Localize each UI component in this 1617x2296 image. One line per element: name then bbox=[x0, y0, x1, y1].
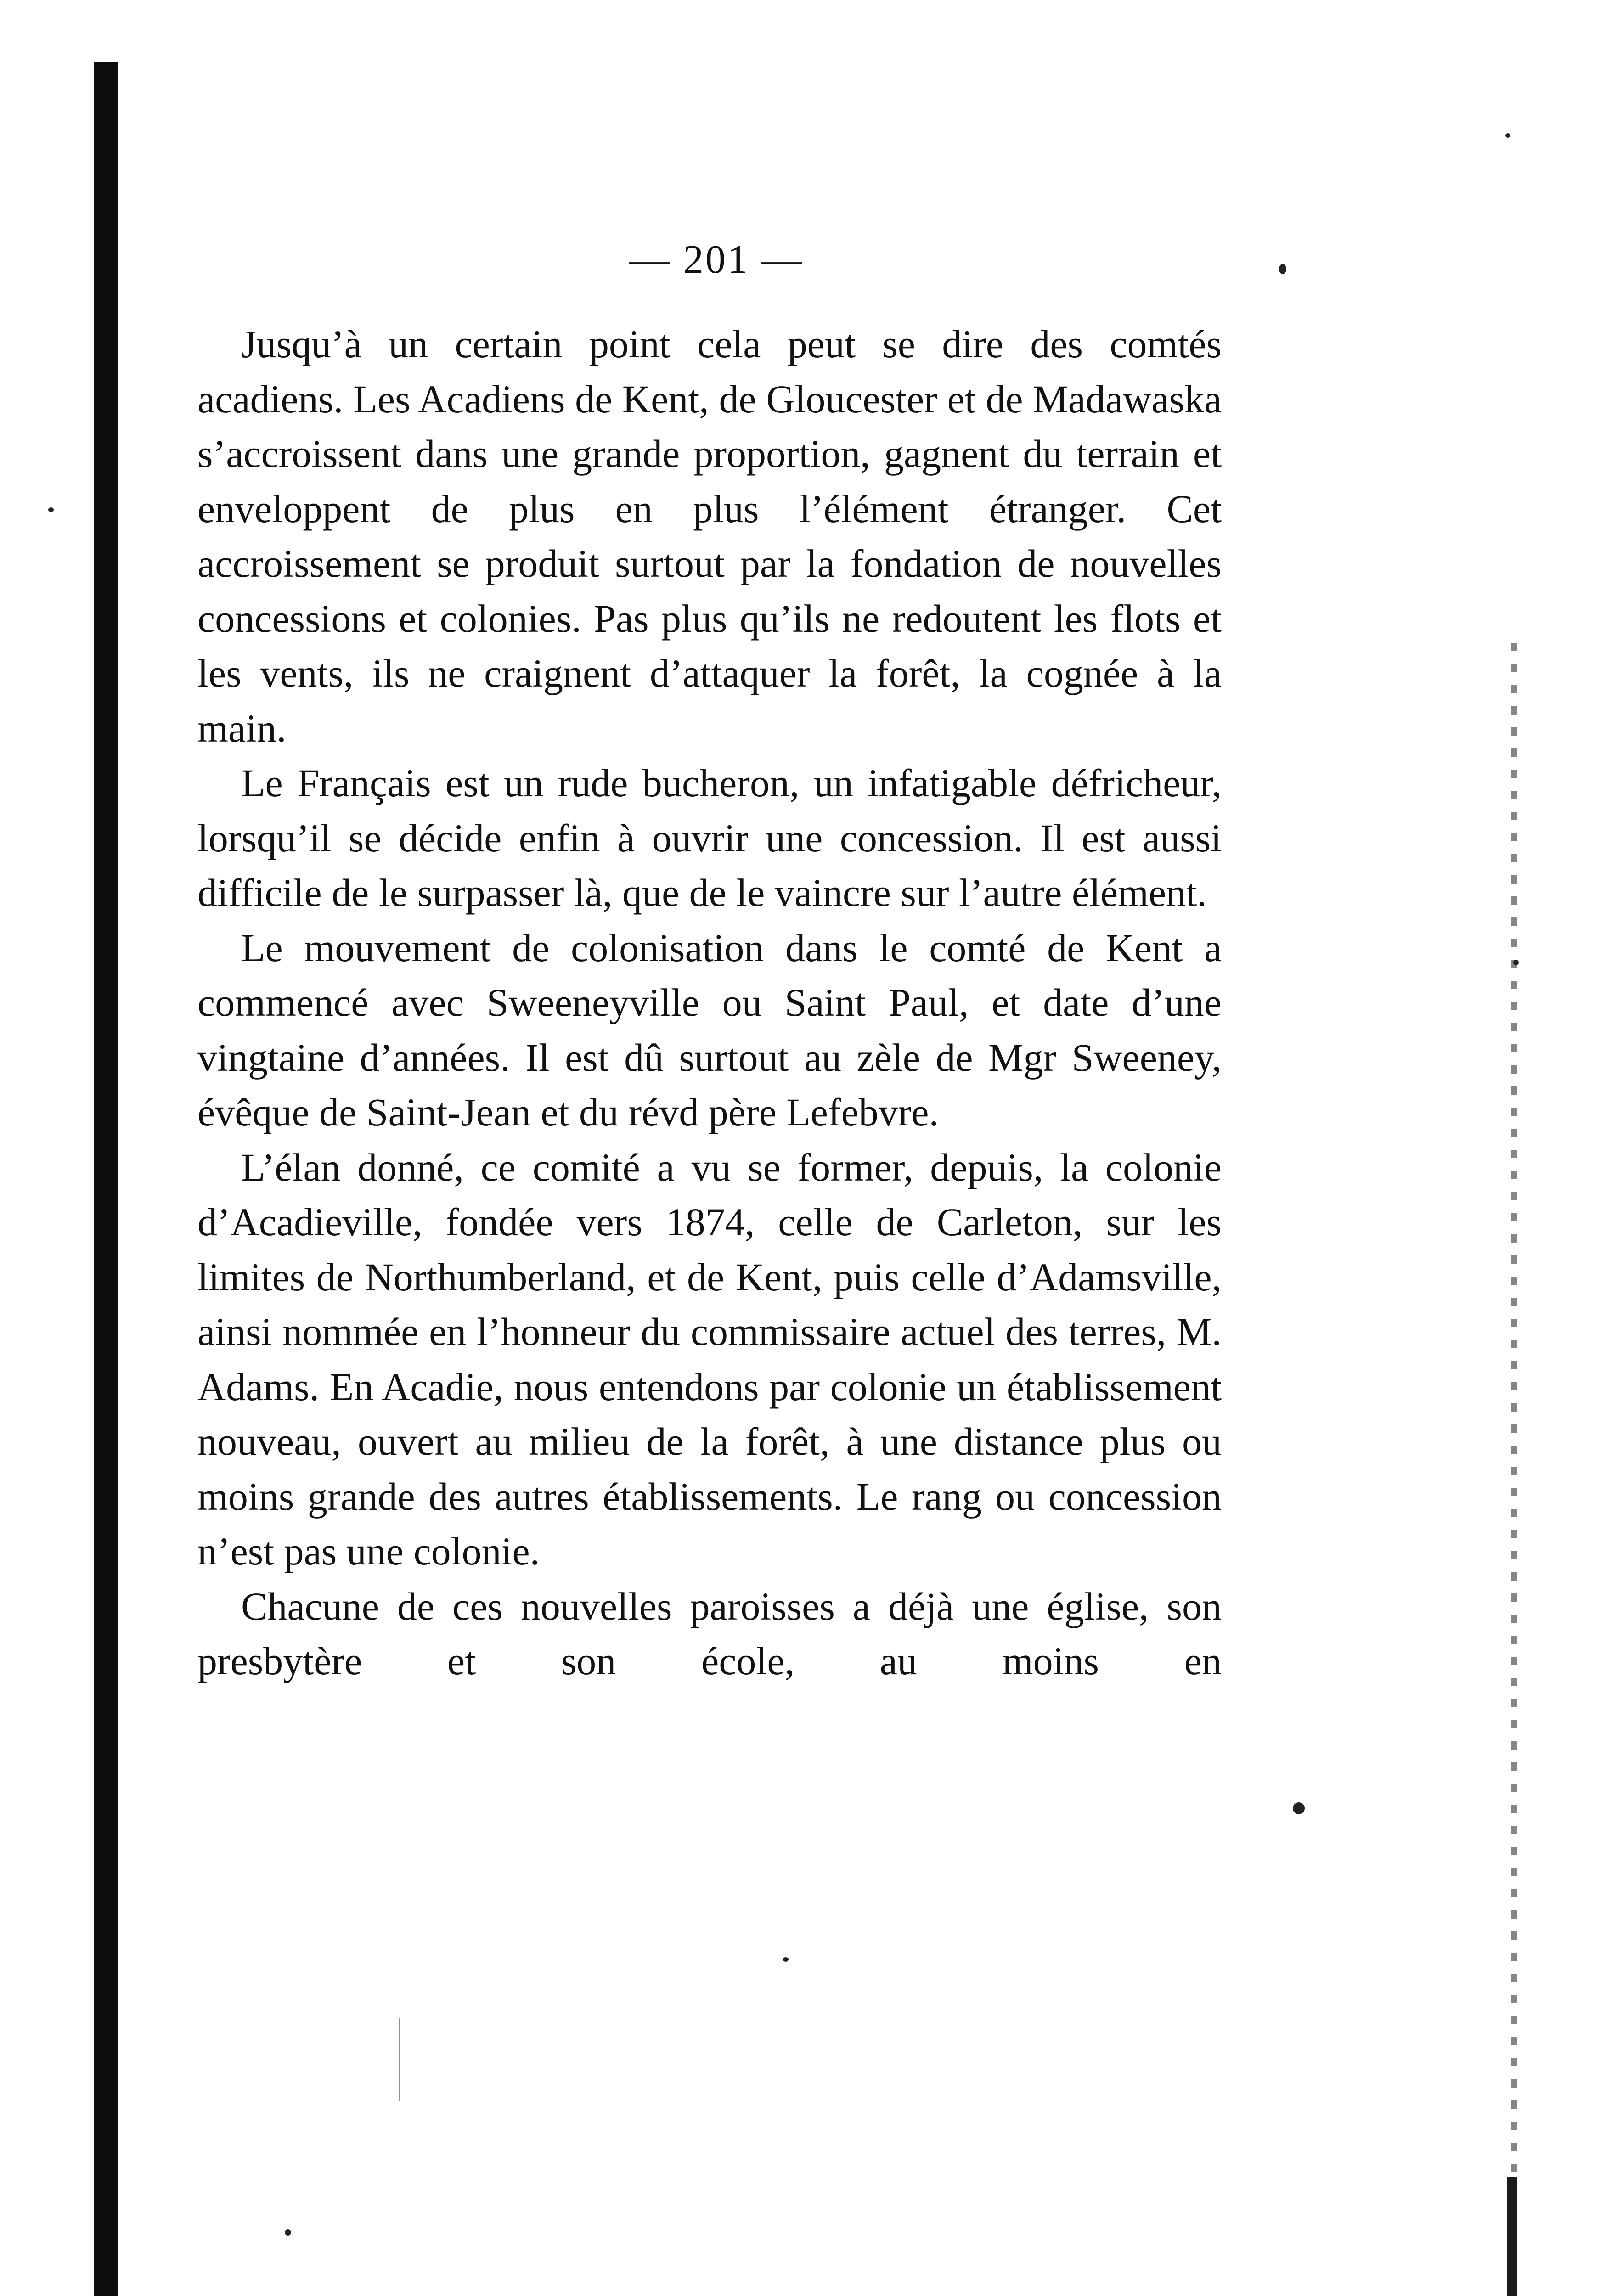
paragraph-3: Le mouvement de colonisation dans le comté de Kent a commencé avec Sweeneyville ou Saint Paul, et date d’une vingtaine d’années. Il est dû surtout au zèle de Mgr Sweeney, évêque de Saint-Jean et du révd père Lefebvre. bbox=[197, 925, 1222, 1134]
paragraph-5: Chacune de ces nouvelles paroisses a déjà une église, son presbytère et son école, au moins en bbox=[197, 1584, 1222, 1683]
speck bbox=[285, 2229, 291, 2236]
paragraph-2: Le Français est un rude bucheron, un infatigable défricheur, lorsqu’il se décide enfin à ouvrir une concession. Il est aussi difficile de le surpasser là, que de le vaincre sur l’autre élément. bbox=[197, 761, 1222, 915]
speck bbox=[1293, 1802, 1305, 1814]
paragraph-1: Jusqu’à un certain point cela peut se dire des comtés acadiens. Les Acadiens de Kent, de Gloucester et de Madawaska s’accroissent dans une grande proportion, gagnent du terrain et enveloppent de plus en plus l’élément étranger. Cet accroissement se produit surtout par la fondation de nouvelles concessions et colonies. Pas plus qu’ils ne redoutent les flots et les vents, ils ne craignent d’attaquer la forêt, la cognée à la main. bbox=[197, 322, 1222, 750]
page-number: — 201 — bbox=[629, 237, 804, 282]
speck bbox=[399, 2018, 400, 2101]
binding-shadow bbox=[94, 62, 118, 2296]
paragraph-4: L’élan donné, ce comité a vu se former, depuis, la colonie d’Acadieville, fondée vers 1874, celle de Carleton, sur les limites de Northumberland, et de Kent, puis celle d’Adamsville, ainsi nommée en l’honneur du commissaire actuel des terres, M. Adams. En Acadie, nous entendons par colonie un établissement nouveau, ouvert au milieu de la forêt, à une distance plus ou moins grande des autres établissements. Le rang ou concession n’est pas une colonie. bbox=[197, 1145, 1222, 1573]
speck bbox=[1505, 133, 1510, 138]
speck bbox=[48, 507, 54, 512]
speck bbox=[1513, 960, 1519, 965]
body-text bbox=[197, 317, 1222, 1689]
speck bbox=[1279, 264, 1286, 274]
speck bbox=[783, 1957, 789, 1962]
page-edge-marks bbox=[1511, 643, 1517, 2296]
page-edge-shadow bbox=[1507, 2177, 1517, 2296]
